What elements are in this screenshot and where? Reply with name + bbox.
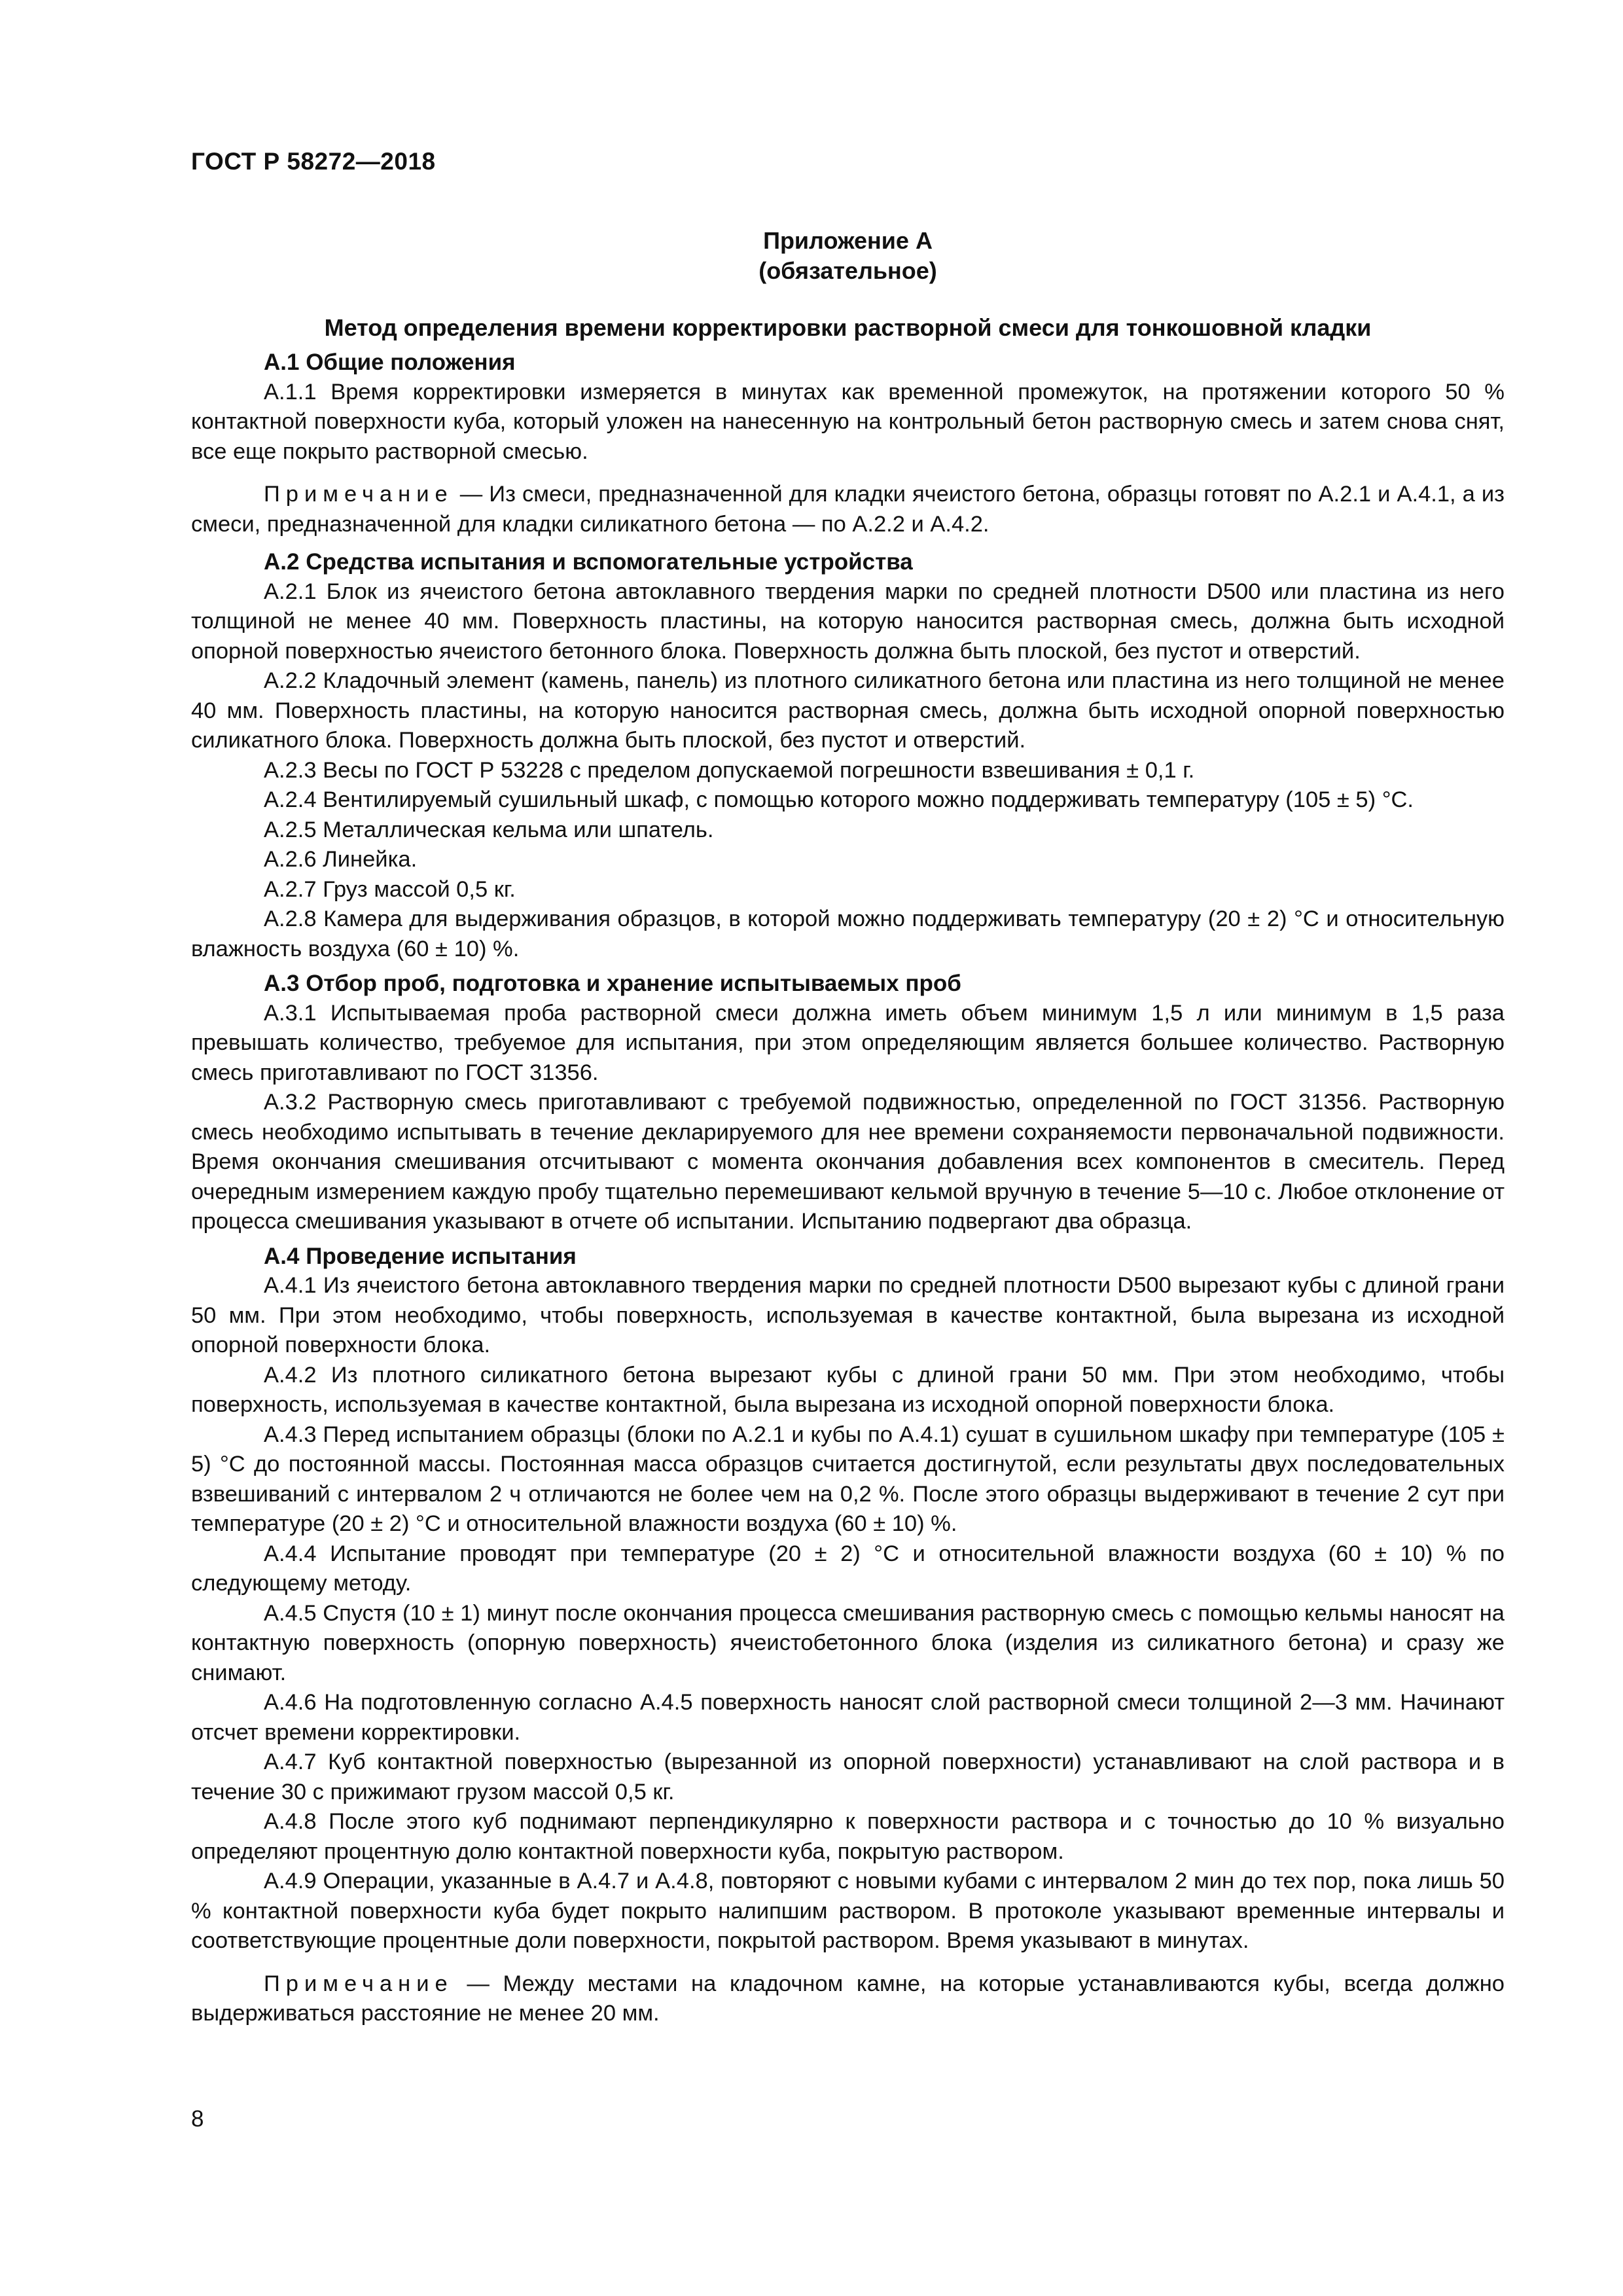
section-heading-a2: А.2 Средства испытания и вспомогательные устройства: [264, 549, 913, 575]
note-text: — Между местами на кладочном камне, на которые устанавливаются кубы, всегда должно выдерживаться расстояние не менее 20 мм.: [191, 1971, 1505, 2026]
paragraph-a4-2: А.4.2 Из плотного силикатного бетона вырезают кубы с длиной грани 50 мм. При этом необходимо, чтобы поверхность, используемая в качестве контактной, была вырезана из исходной опорной поверхности блока.: [191, 1362, 1505, 1417]
method-title: Метод определения времени корректировки растворной смеси для тонкошовной кладки: [324, 314, 1372, 341]
paragraph-a4-5: А.4.5 Спустя (10 ± 1) минут после окончания процесса смешивания растворную смесь с помощью кельмы наносят на контактную поверхность (опорную поверхность) ячеистобетонного блока (изделия из силикатного бетона) и сразу же снимают.: [191, 1600, 1505, 1685]
paragraph-a4-8: А.4.8 После этого куб поднимают перпендикулярно к поверхности раствора и с точностью до 10 % визуально определяют процентную долю контактной поверхности куба, покрытую раствором.: [191, 1809, 1505, 1864]
paragraph-a1-1: А.1.1 Время корректировки измеряется в минутах как временной промежуток, на протяжении которого 50 % контактной поверхности куба, который уложен на нанесенную на контрольный бетон растворную смесь и затем снова снят, все еще покрыто растворной смесью.: [191, 379, 1505, 464]
paragraph-a4-4: А.4.4 Испытание проводят при температуре (20 ± 2) °С и относительной влажности воздуха (60 ± 10) % по следующему методу.: [191, 1541, 1505, 1596]
paragraph-a2-7: А.2.7 Груз массой 0,5 кг.: [264, 876, 516, 902]
paragraph-a2-3: А.2.3 Весы по ГОСТ Р 53228 с пределом допускаемой погрешности взвешивания ± 0,1 г.: [264, 757, 1195, 783]
paragraph-a4-1: А.4.1 Из ячеистого бетона автоклавного твердения марки по средней плотности D500 вырезают кубы с длиной грани 50 мм. При этом необходимо, чтобы поверхность, используемая в качестве контактной, была вырезана из исходной опорной поверхности блока.: [191, 1273, 1505, 1357]
paragraph-a2-1: А.2.1 Блок из ячеистого бетона автоклавного твердения марки по средней плотности D500 или пластина из него толщиной не менее 40 мм. Поверхность пластины, на которую наносится растворная смесь, должна быть исходной опорной поверхностью ячеистого бетонного блока. Поверхность должна быть плоской, без пустот и отверстий.: [191, 579, 1505, 664]
annex-status: (обязательное): [758, 257, 937, 284]
note-text: — Из смеси, предназначенной для кладки ячеистого бетона, образцы готовят по А.2.1 и А.4.1, а из смеси, предназначенной для кладки силикатного бетона — по А.2.2 и А.4.2.: [191, 482, 1505, 537]
paragraph-a2-8: А.2.8 Камера для выдерживания образцов, в которой можно поддерживать температуру (20 ± 2) °С и относительную влажность воздуха (60 ± 10) %.: [191, 906, 1505, 961]
note-label: Примечание: [264, 1971, 454, 1996]
paragraph-a4-7: А.4.7 Куб контактной поверхностью (вырезанной из опорной поверхности) устанавливают на слой раствора и в течение 30 с прижимают грузом массой 0,5 кг.: [191, 1749, 1505, 1804]
paragraph-a3-2: А.3.2 Растворную смесь приготавливают с требуемой подвижностью, определенной по ГОСТ 31356. Растворную смесь необходимо испытывать в течение декларируемого для нее времени сохраняемости первоначальной подвижности. Время окончания смешивания отсчитывают с момента окончания добавления всех компонентов в смеситель. Перед очередным измерением каждую пробу тщательно перемешивают кельмой вручную в течение 5—10 с. Любое отклонение от процесса смешивания указывают в отчете об испытании. Испытанию подвергают два образца.: [191, 1090, 1505, 1234]
paragraph-a2-6: А.2.6 Линейка.: [264, 847, 418, 872]
paragraph-a3-1: А.3.1 Испытываемая проба растворной смеси должна иметь объем минимум 1,5 л или минимум в 1,5 раза превышать количество, требуемое для испытания, при этом определяющим является большее количество. Растворную смесь приготавливают по ГОСТ 31356.: [191, 1000, 1505, 1085]
note-label: Примечание: [264, 482, 454, 507]
note-a1: [191, 480, 1505, 539]
annex-title: Приложение А: [763, 227, 933, 254]
paragraph-a2-2: А.2.2 Кладочный элемент (камень, панель) из плотного силикатного бетона или пластина из него толщиной не менее 40 мм. Поверхность пластины, на которую наносится растворная смесь, должна быть исходной опорной поверхностью силикатного блока. Поверхность должна быть плоской, без пустот и отверстий.: [191, 668, 1505, 753]
section-heading-a1: А.1 Общие положения: [264, 350, 516, 375]
note-a4: [191, 1969, 1505, 2029]
document-code: ГОСТ Р 58272—2018: [191, 148, 436, 175]
paragraph-a2-4: А.2.4 Вентилируемый сушильный шкаф, с помощью которого можно поддерживать температуру (105 ± 5) °С.: [264, 787, 1414, 812]
page-content: [191, 226, 1505, 2029]
paragraph-a2-5: А.2.5 Металлическая кельма или шпатель.: [264, 817, 714, 842]
page-number: 8: [191, 2106, 204, 2132]
paragraph-a4-6: А.4.6 На подготовленную согласно А.4.5 поверхность наносят слой растворной смеси толщиной 2—3 мм. Начинают отсчет времени корректировки.: [191, 1690, 1505, 1745]
section-heading-a3: А.3 Отбор проб, подготовка и хранение испытываемых проб: [264, 971, 961, 996]
paragraph-a4-3: А.4.3 Перед испытанием образцы (блоки по А.2.1 и кубы по А.4.1) сушат в сушильном шкафу при температуре (105 ± 5) °С до постоянной массы. Постоянная масса образцов считается достигнутой, если результаты двух последовательных взвешиваний с интервалом 2 ч отличаются не более чем на 0,2 %. После этого образцы выдерживают в течение 2 сут при температуре (20 ± 2) °С и относительной влажности воздуха (60 ± 10) %.: [191, 1422, 1505, 1536]
paragraph-a4-9: А.4.9 Операции, указанные в А.4.7 и А.4.8, повторяют с новыми кубами с интервалом 2 мин до тех пор, пока лишь 50 % контактной поверхности куба будет покрыто налипшим раствором. В протоколе указывают временные интервалы и соответствующие процентные доли поверхности, покрытой раствором. Время указывают в минутах.: [191, 1869, 1505, 1953]
section-heading-a4: А.4 Проведение испытания: [264, 1243, 577, 1269]
